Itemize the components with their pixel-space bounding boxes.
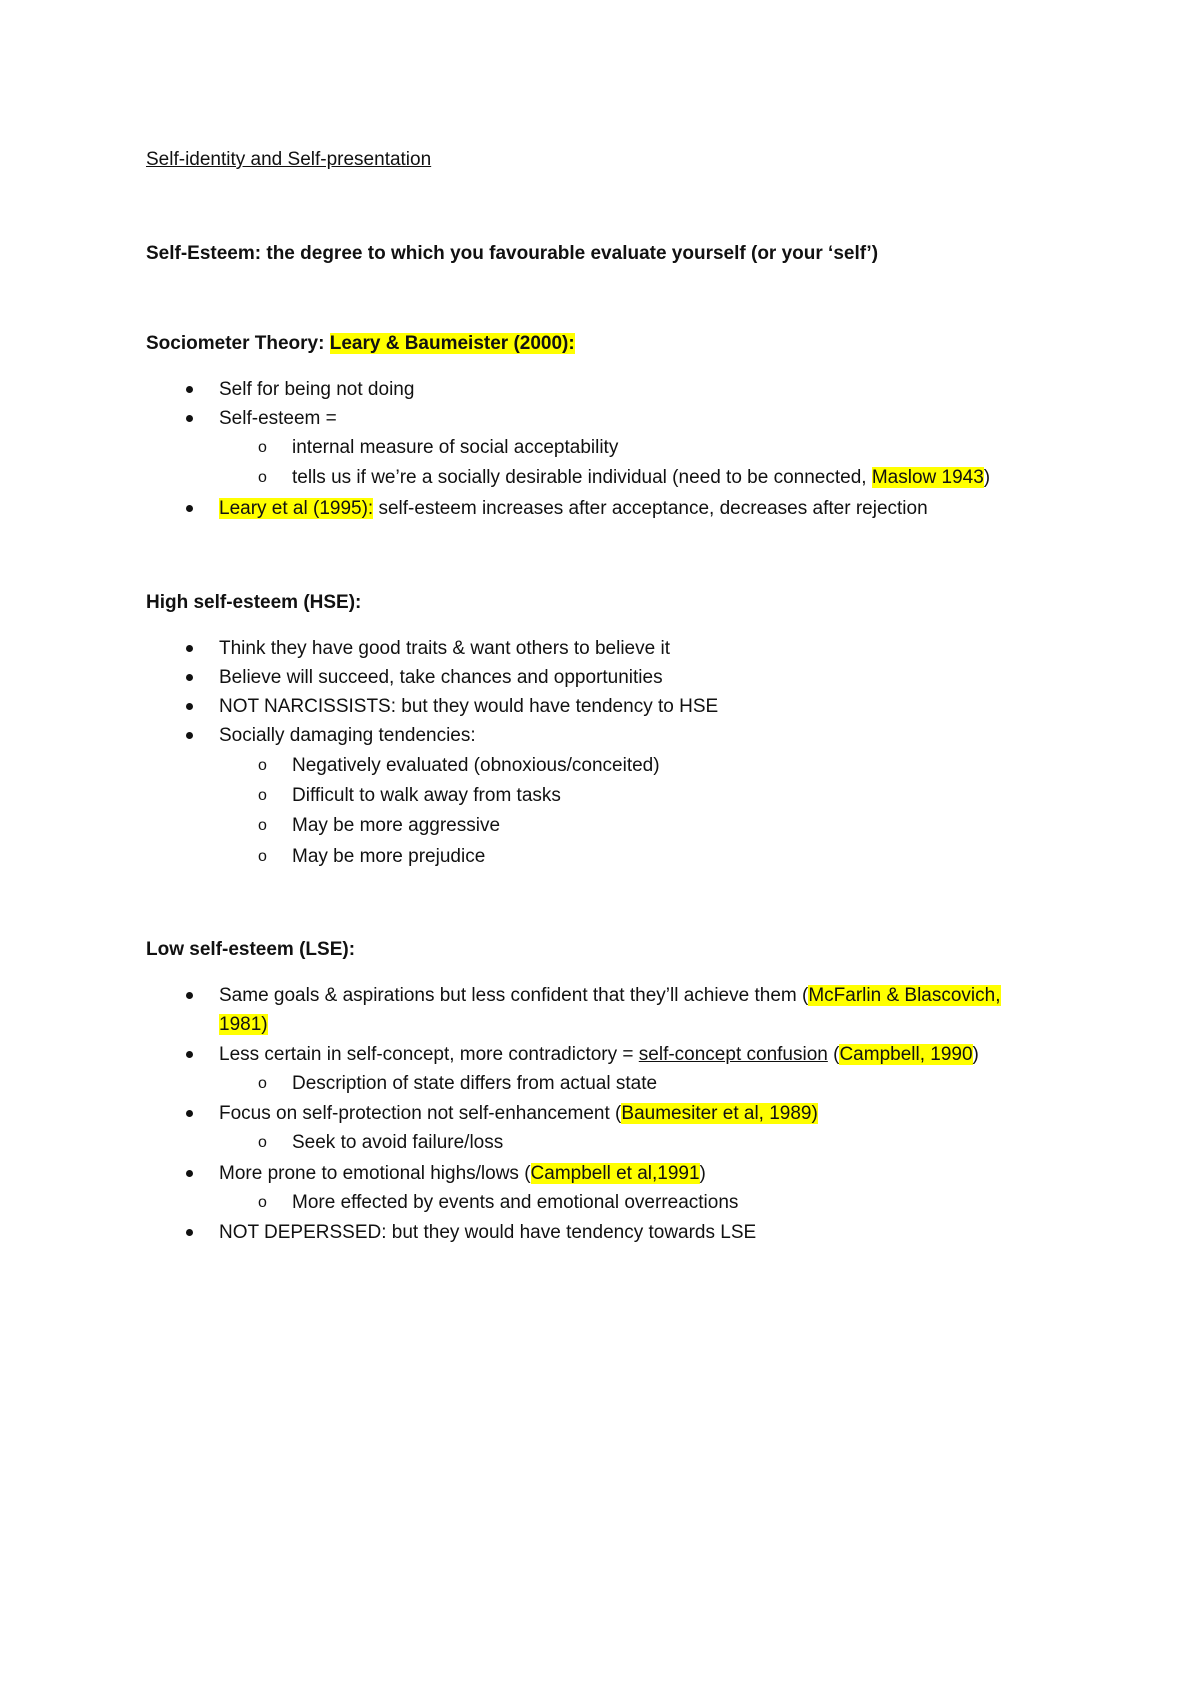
lse-heading: Low self-esteem (LSE): (146, 939, 356, 960)
sub-list-item: Difficult to walk away from tasks (292, 785, 561, 806)
list-item: Self-esteem = (219, 408, 337, 429)
sub-bullet-icon: o (258, 817, 267, 834)
list-item: Self for being not doing (219, 379, 415, 400)
hse-heading: High self-esteem (HSE): (146, 592, 362, 613)
list-item: More prone to emotional highs/lows (Campbell et al,1991) (219, 1163, 706, 1184)
list-item: Leary et al (1995): self-esteem increases after acceptance, decreases after rejection (219, 498, 928, 519)
list-item: Believe will succeed, take chances and opportunities (219, 667, 663, 688)
sociometer-heading: Sociometer Theory: Leary & Baumeister (2000): (146, 333, 575, 354)
citation: McFarlin & Blascovich, (808, 985, 1001, 1006)
key-term: self-concept confusion (638, 1044, 828, 1065)
sub-bullet-icon: o (258, 1194, 267, 1211)
list-item: Socially damaging tendencies: (219, 725, 476, 746)
citation: Baumesiter et al, 1989) (621, 1103, 818, 1124)
citation: 1981) (219, 1014, 268, 1035)
sub-list-item: May be more prejudice (292, 846, 486, 867)
sub-bullet-icon: o (258, 787, 267, 804)
sub-list-item: internal measure of social acceptability (292, 437, 619, 458)
list-item: Less certain in self-concept, more contradictory = self-concept confusion (Campbell, 1990) (219, 1044, 979, 1065)
citation: Campbell, 1990 (839, 1044, 973, 1065)
sociometer-reference: Leary & Baumeister (2000): (329, 333, 575, 354)
citation: Campbell et al,1991 (530, 1163, 700, 1184)
list-item: NOT DEPERSSED: but they would have tendency towards LSE (219, 1222, 757, 1243)
sub-list-item: tells us if we’re a socially desirable individual (need to be connected, Maslow 1943) (292, 467, 991, 488)
list-item: NOT NARCISSISTS: but they would have tendency to HSE (219, 696, 719, 717)
document-title: Self-identity and Self-presentation (146, 149, 432, 170)
self-esteem-definition: Self-Esteem: the degree to which you favourable evaluate yourself (or your ‘self’) (146, 243, 879, 264)
sub-list-item: Seek to avoid failure/loss (292, 1132, 504, 1153)
sub-bullet-icon: o (258, 1134, 267, 1151)
sub-bullet-icon: o (258, 1075, 267, 1092)
list-item: Think they have good traits & want others to believe it (219, 638, 670, 659)
sub-list-item: May be more aggressive (292, 815, 501, 836)
list-item: Same goals & aspirations but less confident that they’ll achieve them (McFarlin & Blascovich, (219, 985, 1001, 1006)
sub-bullet-icon: o (258, 469, 267, 486)
list-item-continuation (219, 1012, 268, 1038)
list-item: Focus on self-protection not self-enhancement (Baumesiter et al, 1989) (219, 1103, 818, 1124)
sub-bullet-icon: o (258, 757, 267, 774)
sub-list-item: More effected by events and emotional overreactions (292, 1192, 739, 1213)
citation: Maslow 1943 (871, 467, 984, 488)
sub-bullet-icon: o (258, 439, 267, 456)
citation: Leary et al (1995): (219, 498, 374, 519)
sub-bullet-icon: o (258, 848, 267, 865)
sub-list-item: Negatively evaluated (obnoxious/conceited) (292, 755, 660, 776)
sub-list-item: Description of state differs from actual state (292, 1073, 658, 1094)
